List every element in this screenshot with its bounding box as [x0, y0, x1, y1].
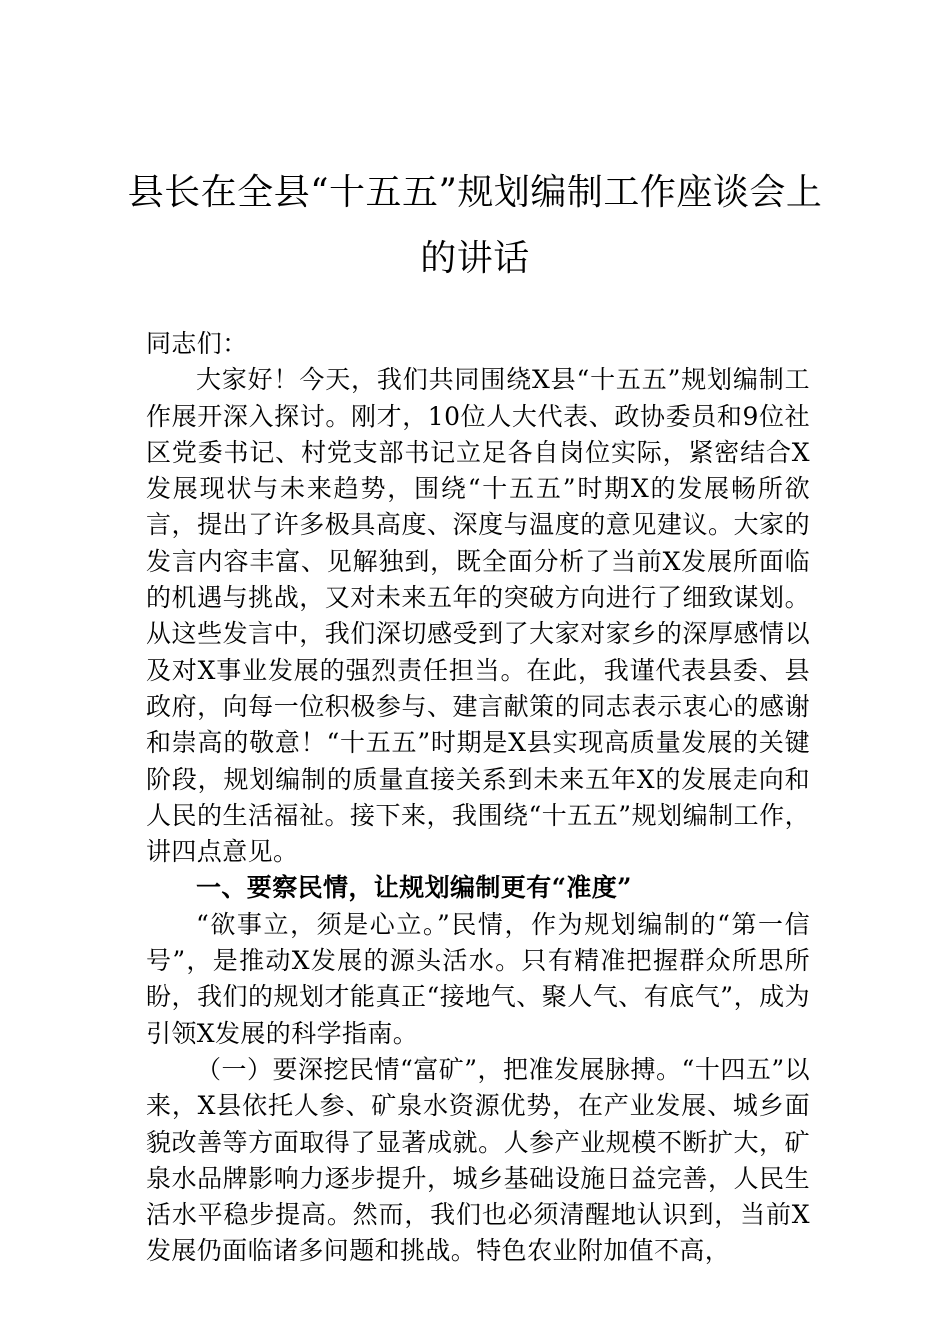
title-line-1: 县长在全县“十五五”规划编制工作座谈会上 [127, 172, 823, 213]
paragraph-subsection-1: （一）要深挖民情“富矿”，把准发展脉搏。“十四五”以来，X县依托人参、矿泉水资源优势，在产业发展、城乡面貌改善等方面取得了显著成就。人参产业规模不断扩大，矿泉水品牌影响力逐步提升，城乡基础设施日益完善，人民生活水平稳步提高。然而，我们也必须清醒地认识到，当前X发展仍面临诸多问题和挑战。特色农业附加值不高， [146, 1054, 810, 1266]
document-title [120, 160, 830, 292]
paragraph-section-1-intro: “欲事立，须是心立。”民情，作为规划编制的“第一信号”，是推动X发展的源头活水。只有精准把握群众所思所盼，我们的规划才能真正“接地气、聚人气、有底气”，成为引领X发展的科学指南。 [146, 909, 810, 1048]
title-line-2: 的讲话 [420, 238, 530, 279]
salutation: 同志们： [146, 329, 248, 358]
paragraph-opening: 大家好！今天，我们共同围绕X县“十五五”规划编制工作展开深入探讨。刚才，10位人大代表、政协委员和9位社区党委书记、村党支部书记立足各自岗位实际，紧密结合X发展现状与未来趋势，围绕“十五五”时期X的发展畅所欲言，提出了许多极具高度、深度与温度的意见建议。大家的发言内容丰富、见解独到，既全面分析了当前X发展所面临的机遇与挑战，又对未来五年的突破方向进行了细致谋划。从这些发言中，我们深切感受到了大家对家乡的深厚感情以及对X事业发展的强烈责任担当。在此，我谨代表县委、县政府，向每一位积极参与、建言献策的同志表示衷心的感谢和崇高的敬意！“十五五”时期是X县实现高质量发展的关键阶段，规划编制的质量直接关系到未来五年X的发展走向和人民的生活福祉。接下来，我围绕“十五五”规划编制工作，讲四点意见。 [146, 365, 810, 867]
document-body [146, 326, 810, 1270]
section-heading-1: 一、要察民情，让规划编制更有“准度” [196, 873, 632, 903]
